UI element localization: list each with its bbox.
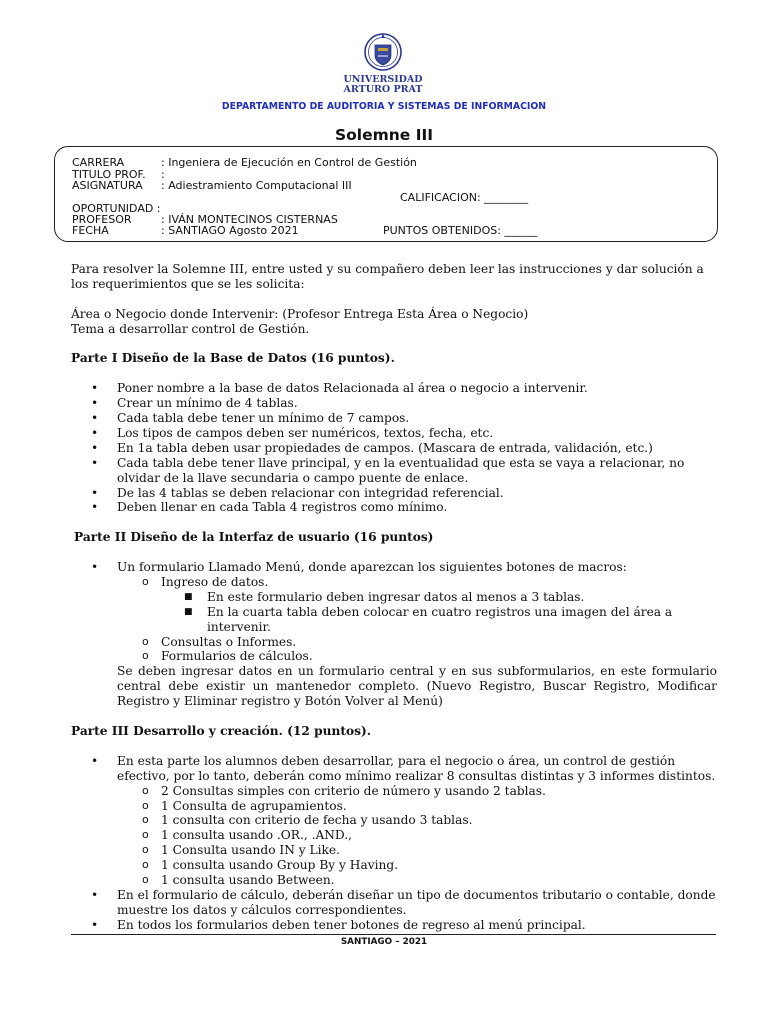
square-bullet-icon: ■ bbox=[184, 606, 193, 617]
asignatura-value: : Adiestramiento Computacional III bbox=[161, 179, 352, 192]
svg-text:ARTURO PRAT: ARTURO PRAT bbox=[343, 84, 423, 95]
circle-bullet-icon: o bbox=[142, 649, 149, 663]
university-logo bbox=[340, 32, 426, 98]
bullet-icon: • bbox=[91, 381, 99, 396]
footer-divider bbox=[71, 934, 716, 935]
intro-paragraph: Para resolver la Solemne III, entre usted y su compañero deben leer las instrucciones y dar solución a los requerimientos que se les solicita: bbox=[71, 262, 704, 291]
department-name: DEPARTAMENTO DE AUDITORIA Y SISTEMAS DE INFORMACION bbox=[221, 101, 547, 112]
footer-text: SANTIAGO – 2021 bbox=[340, 937, 428, 947]
fecha-label: FECHA bbox=[72, 224, 109, 237]
part3-list bbox=[71, 754, 717, 933]
part2-heading: Parte II Diseño de la Interfaz de usuario (16 puntos) bbox=[74, 530, 434, 545]
part3-heading: Parte III Desarrollo y creación. (12 puntos). bbox=[71, 724, 371, 738]
circle-bullet-icon: o bbox=[142, 858, 149, 872]
list-item: o 1 consulta usando .OR., .AND., bbox=[142, 828, 353, 843]
part2-paragraph: Se deben ingresar datos en un formulario central y en sus subformularios, en este formulario central debe existir un mantenedor completo. (Nuevo Registro, Buscar Registro, Modificar Registro y Eliminar registro y Botón Volver al Menú) bbox=[117, 664, 717, 709]
circle-bullet-icon: o bbox=[142, 574, 149, 588]
part2-list bbox=[71, 560, 717, 664]
list-item: o 1 consulta usando Between. bbox=[142, 873, 335, 888]
carrera-label: CARRERA bbox=[72, 156, 125, 169]
puntos-field: PUNTOS OBTENIDOS: ______ bbox=[383, 224, 538, 237]
bullet-icon: • bbox=[91, 753, 99, 768]
list-item: o 2 Consultas simples con criterio de número y usando 2 tablas. bbox=[142, 783, 546, 798]
profesor-label: PROFESOR bbox=[72, 213, 132, 226]
profesor-value: : IVÁN MONTECINOS CISTERNAS bbox=[161, 213, 338, 226]
oportunidad-label: OPORTUNIDAD : bbox=[72, 202, 161, 215]
asignatura-label: ASIGNATURA bbox=[72, 179, 143, 192]
list-item: • De las 4 tablas se deben relacionar con integridad referencial. bbox=[91, 485, 504, 500]
square-bullet-icon: ■ bbox=[184, 591, 193, 602]
titulo-label: TITULO PROF. bbox=[72, 168, 146, 181]
part1-list bbox=[71, 381, 717, 515]
fecha-value: : SANTIAGO Agosto 2021 bbox=[161, 224, 299, 237]
bullet-icon: • bbox=[91, 500, 99, 515]
list-item: o 1 Consulta de agrupamientos. bbox=[142, 798, 347, 813]
list-item: • En esta parte los alumnos deben desarrollar, para el negocio o área, un control de gestión efectivo, por lo tanto, deberán como mínimo realizar 8 consultas distintas y 3 informes distintos. bbox=[91, 753, 716, 783]
carrera-value: : Ingeniera de Ejecución en Control de Gestión bbox=[161, 156, 417, 169]
list-item: • Los tipos de campos deben ser numéricos, textos, fecha, etc. bbox=[91, 425, 494, 440]
bullet-icon: • bbox=[91, 917, 99, 932]
bullet-icon: • bbox=[91, 485, 99, 500]
circle-bullet-icon: o bbox=[142, 873, 149, 887]
circle-bullet-icon: o bbox=[142, 783, 149, 797]
tema-line: Tema a desarrollar control de Gestión. bbox=[71, 321, 310, 336]
svg-text:UNIVERSIDAD: UNIVERSIDAD bbox=[343, 74, 423, 85]
bullet-icon: • bbox=[91, 425, 99, 440]
list-item: o Ingreso de datos. bbox=[142, 574, 269, 589]
circle-bullet-icon: o bbox=[142, 828, 149, 842]
list-item: o 1 consulta usando Group By y Having. bbox=[142, 858, 399, 873]
circle-bullet-icon: o bbox=[142, 813, 149, 827]
area-line: Área o Negocio donde Intervenir: (Profesor Entrega Esta Área o Negocio) bbox=[71, 306, 529, 321]
part1-heading: Parte I Diseño de la Base de Datos (16 puntos). bbox=[71, 351, 395, 366]
list-item: • En el formulario de cálculo, deberán diseñar un tipo de documentos tributario o contable, donde muestre los datos y cálculos correspondientes. bbox=[91, 887, 716, 917]
list-item: ■ En la cuarta tabla deben colocar en cuatro registros una imagen del área a intervenir. bbox=[184, 604, 673, 634]
list-item: • Crear un mínimo de 4 tablas. bbox=[91, 396, 298, 411]
list-item: • Poner nombre a la base de datos Relacionada al área o negocio a intervenir. bbox=[91, 381, 588, 396]
document-body bbox=[71, 262, 717, 933]
circle-bullet-icon: o bbox=[142, 634, 149, 648]
bullet-icon: • bbox=[91, 440, 99, 455]
bullet-icon: • bbox=[91, 411, 99, 426]
list-item: o Consultas o Informes. bbox=[142, 634, 297, 649]
list-item: • Un formulario Llamado Menú, donde aparezcan los siguientes botones de macros: bbox=[91, 560, 627, 575]
list-item: • En todos los formularios deben tener botones de regreso al menú principal. bbox=[91, 917, 586, 932]
list-item: o Formularios de cálculos. bbox=[142, 649, 313, 664]
list-item: • Cada tabla debe tener llave principal, y en la eventualidad que esta se vaya a relacionar, no olvidar de la llave secundaria o campo puente de enlace. bbox=[91, 455, 685, 485]
document-title: Solemne III bbox=[334, 126, 434, 144]
list-item: • Deben llenar en cada Tabla 4 registros como mínimo. bbox=[91, 500, 448, 515]
list-item: • En 1a tabla deben usar propiedades de campos. (Mascara de entrada, validación, etc.) bbox=[91, 440, 653, 455]
list-item: • Cada tabla debe tener un mínimo de 7 campos. bbox=[91, 411, 410, 426]
bullet-icon: • bbox=[91, 396, 99, 411]
circle-bullet-icon: o bbox=[142, 843, 149, 857]
calificacion-field: CALIFICACION: ________ bbox=[400, 191, 529, 204]
circle-bullet-icon: o bbox=[142, 798, 149, 812]
bullet-icon: • bbox=[91, 887, 99, 902]
bullet-icon: • bbox=[91, 455, 99, 470]
list-item: o 1 consulta con criterio de fecha y usando 3 tablas. bbox=[142, 813, 473, 828]
titulo-value: : bbox=[161, 168, 165, 181]
list-item: o 1 Consulta usando IN y Like. bbox=[142, 843, 340, 858]
list-item: ■ En este formulario deben ingresar datos al menos a 3 tablas. bbox=[184, 589, 585, 604]
bullet-icon: • bbox=[91, 560, 99, 575]
